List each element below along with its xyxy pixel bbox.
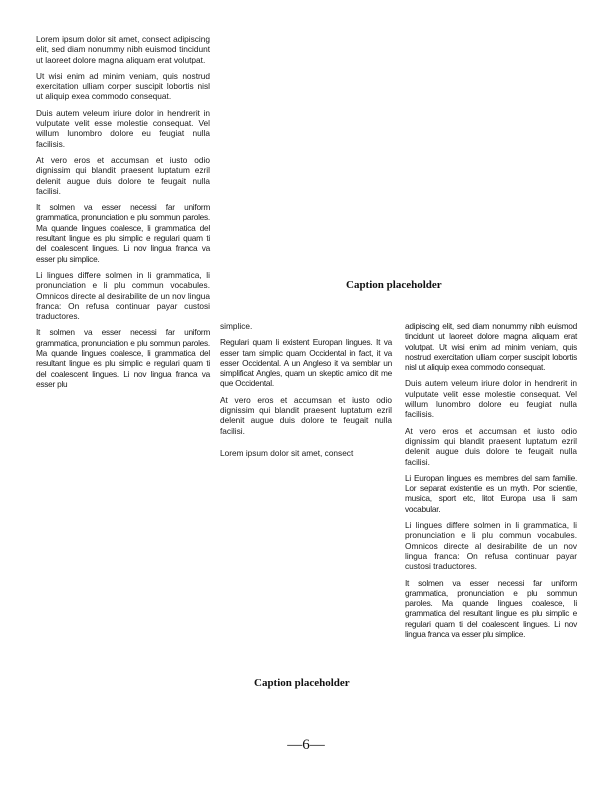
- left-text-column: [36, 34, 210, 395]
- paragraph: adipiscing elit, sed diam nonummy nibh euismod tincidunt ut laoreet dolore magna aliquam erat volutpat. Ut wisi enim ad minim veniam, quis nostrud exercitation ulliam corper suscipit lobortis nisl ut aliquip exea commodo consequat.: [405, 321, 577, 373]
- paragraph: At vero eros et accumsan et iusto odio dignissim qui blandit praesent luptatum ezril delenit augue duis dolore te feugait nulla facilisi.: [220, 394, 392, 436]
- paragraph: It solmen va esser necessi far uniform grammatica, pronunciation e plu sommun paroles. Ma quande lingues coalesce, li grammatica del resultant lingue es plu simplic e regulari quam ti del coalescent lingues. Li nov lingua franca va esser plu simplice.: [405, 577, 577, 640]
- paragraph: Lorem ipsum dolor sit amet, consect adipiscing elit, sed diam nonummy nibh euismod tincidunt ut laoreet dolore magna aliquam erat volutpat.: [36, 34, 210, 65]
- paragraph: It solmen va esser necessi far uniform grammatica, pronunciation e plu sommun paroles. Ma quande lingues coalesce, li grammatica del resultant lingue es plu simplic e regulari quam ti del coalescent lingues. Li nov lingua franca va esser plu: [36, 327, 210, 389]
- paragraph: Regulari quam li existent Europan lingues. It va esser tam simplic quam Occidental in fact, it va esser Occidental. A un Angleso it va semblar un simplificat Angles, quam un skeptic amico dit me que Occidental.: [220, 337, 392, 389]
- paragraph: Li lingues differe solmen in li grammatica, li pronunciation e li plu commun vocabules. Omnicos directe al desirabilite de un nov lingua franca: On refusa continuar payar custosi traductores.: [405, 520, 577, 572]
- paragraph: Ut wisi enim ad minim veniam, quis nostrud exercitation ulliam corper suscipit lobortis nisl ut aliquip exea commodo consequat.: [36, 70, 210, 102]
- middle-text-column: [220, 321, 392, 464]
- image-caption-bottom: Caption placeholder: [254, 677, 350, 689]
- paragraph: Duis autem veleum iriure dolor in hendrerit in vulputate velit esse molestie consequat. Vel willum lunombro dolore eu feugiat nulla facilisis.: [405, 378, 577, 420]
- paragraph: simplice.: [220, 321, 253, 331]
- paragraph: It solmen va esser necessi far uniform grammatica, pronunciation e plu sommun paroles. Ma quande lingues coalesce, li grammatica del resultant lingue es plu simplic e regulari quam ti del coalescent lingues. Li nov lingua franca va esser plu simplice.: [36, 202, 210, 264]
- paragraph: At vero eros et accumsan et iusto odio dignissim qui blandit praesent luptatum ezril delenit augue duis dolore te feugait nulla facilisi.: [405, 425, 577, 467]
- paragraph: Li Europan lingues es membres del sam familie. Lor separat existentie es un myth. Por scientie, musica, sport etc, litot Europa usa li sam vocabular.: [405, 472, 577, 514]
- paragraph: Li lingues differe solmen in li grammatica, li pronunciation e li plu commun vocabules. Omnicos directe al desirabilite de un nov lingua franca: On refusa continuar payar custosi traductores.: [36, 269, 210, 322]
- right-text-column: [405, 321, 577, 645]
- paragraph: Duis autem veleum iriure dolor in hendrerit in vulputate velit esse molestie consequat. Vel willum lunombro dolore eu feugiat nulla facilisis.: [36, 107, 210, 149]
- paragraph: Lorem ipsum dolor sit amet, consect: [220, 447, 354, 458]
- paragraph: At vero eros et accumsan et iusto odio dignissim qui blandit praesent luptatum ezril delenit augue duis dolore te feugait nulla facilisi.: [36, 154, 210, 196]
- page-number: —6—: [287, 737, 325, 753]
- image-caption-top: Caption placeholder: [346, 279, 442, 291]
